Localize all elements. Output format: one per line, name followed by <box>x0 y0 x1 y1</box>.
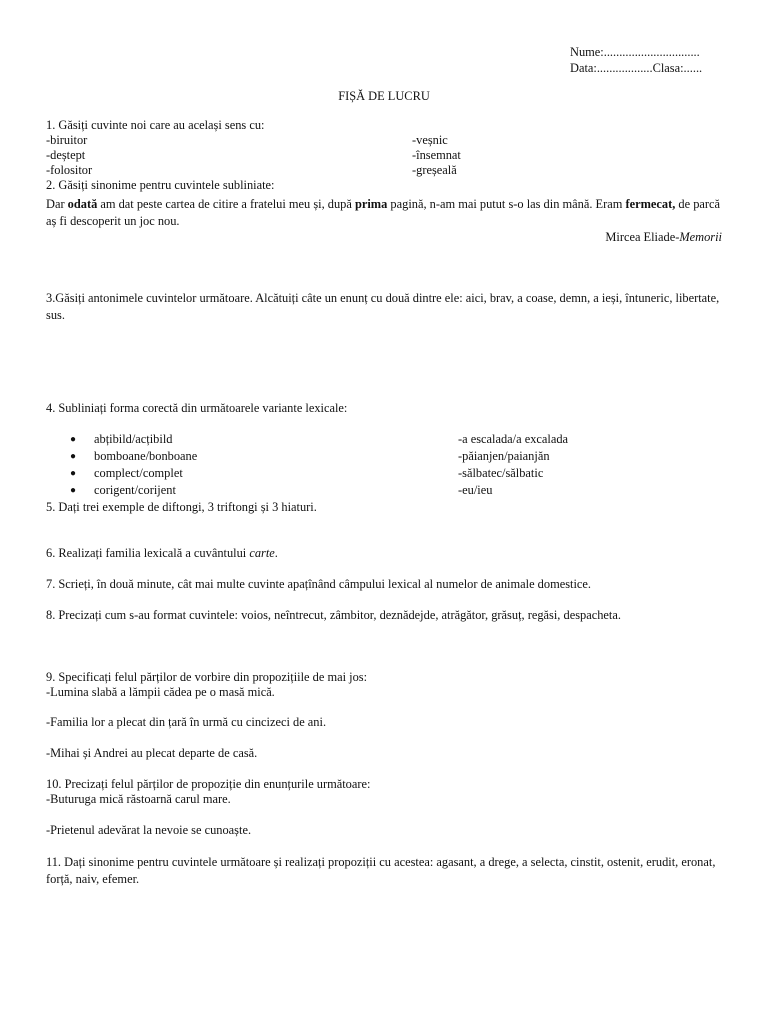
list-item <box>70 448 670 465</box>
word-right: -veșnic <box>412 133 448 147</box>
word-row <box>46 163 736 178</box>
question-5: 5. Dați trei exemple de diftongi, 3 triftongi și 3 hiaturi. <box>46 500 317 514</box>
list-item <box>70 431 670 448</box>
word-right: -însemnat <box>412 148 461 162</box>
word-row <box>46 133 736 148</box>
sentence: -Buturuga mică răstoarnă carul mare. <box>46 792 231 806</box>
work-title: Memorii <box>679 230 722 244</box>
bullet-icon: ● <box>70 485 77 496</box>
question-4-list <box>70 431 670 499</box>
bullet-icon: ● <box>70 434 77 445</box>
word-left: -biruitor <box>46 133 88 147</box>
list-item <box>70 465 670 482</box>
passage-underlined-word: fermecat, <box>625 197 676 211</box>
question-9-title: 9. Specificați felul părților de vorbire din propozițiile de mai jos: <box>46 670 368 684</box>
author-name: Mircea Eliade- <box>605 230 680 244</box>
variant-left: complect/complet <box>94 466 183 480</box>
question-6 <box>46 546 278 561</box>
question-1 <box>46 118 736 193</box>
passage-text: am dat peste cartea de citire a fratelui meu și, după <box>97 197 355 211</box>
sentence: -Mihai și Andrei au plecat departe de casă. <box>46 746 258 760</box>
name-line: Nume:............................... <box>570 45 700 59</box>
student-header <box>570 44 702 76</box>
question-6-end: . <box>274 546 278 560</box>
bullet-icon: ● <box>70 468 77 479</box>
sentence: -Familia lor a plecat din țară în urmă cu cincizeci de ani. <box>46 715 327 729</box>
passage-author <box>605 230 722 245</box>
sentence: -Lumina slabă a lămpii cădea pe o masă mică. <box>46 685 275 699</box>
passage-underlined-word: prima <box>354 197 388 211</box>
question-1-title: 1. Găsiți cuvinte noi care au același sens cu: <box>46 118 265 132</box>
variant-right: -sălbatec/sălbatic <box>458 466 544 480</box>
variant-left: corigent/corijent <box>94 483 176 497</box>
word-right: -greșeală <box>412 163 457 177</box>
question-4-title: 4. Subliniați forma corectă din următoarele variante lexicale: <box>46 401 348 415</box>
passage-underlined-word: odată <box>67 197 98 211</box>
list-item <box>70 482 670 499</box>
variant-right: -a escalada/a excalada <box>458 432 569 446</box>
question-6-text: 6. Realizați familia lexicală a cuvântului <box>46 546 250 560</box>
word-left: -deștept <box>46 148 86 162</box>
question-3: 3.Găsiți antonimele cuvintelor următoare. Alcătuiți câte un enunț cu două dintre ele: aici, brav, a coase, demn, a ieși, întuneric, libertate, sus. <box>46 291 720 322</box>
variant-right: -păianjen/paianjăn <box>458 449 550 463</box>
passage-text: de parcă aș fi descoperit un joc nou. <box>46 197 721 228</box>
bullet-icon: ● <box>70 451 77 462</box>
question-7: 7. Scrieți, în două minute, cât mai multe cuvinte apațînând câmpului lexical al numelor de animale domestice. <box>46 577 592 591</box>
question-10-title: 10. Precizați felul părților de propoziție din enunțurile următoare: <box>46 777 371 791</box>
passage-text: pagină, n-am mai putut s-o las din mână. Eram <box>387 197 626 211</box>
word-left: -folositor <box>46 163 93 177</box>
variant-right: -eu/ieu <box>458 483 493 497</box>
question-2-title: 2. Găsiți sinonime pentru cuvintele subliniate: <box>46 178 275 192</box>
sentence: -Prietenul adevărat la nevoie se cunoaște. <box>46 823 252 837</box>
page-title: FIȘĂ DE LUCRU <box>338 89 430 103</box>
variant-left: bomboane/bonboane <box>94 449 198 463</box>
question-11: 11. Dați sinonime pentru cuvintele următoare și realizați propoziții cu acestea: agasant, a drege, a selecta, cinstit, ostenit, erudit, eronat, forță, naiv, efemer. <box>46 855 716 886</box>
variant-left: abțibild/acțibild <box>94 432 173 446</box>
question-2-passage <box>46 196 722 230</box>
word-row <box>46 148 736 163</box>
date-class-line: Data:..................Clasa:...... <box>570 61 703 75</box>
question-6-word: carte <box>249 546 275 560</box>
question-8: 8. Precizați cum s-au format cuvintele: voios, neîntrecut, zâmbitor, deznădejde, atrăgător, grăsuț, regăsi, despacheta. <box>46 608 621 622</box>
passage-text: Dar <box>46 197 68 211</box>
